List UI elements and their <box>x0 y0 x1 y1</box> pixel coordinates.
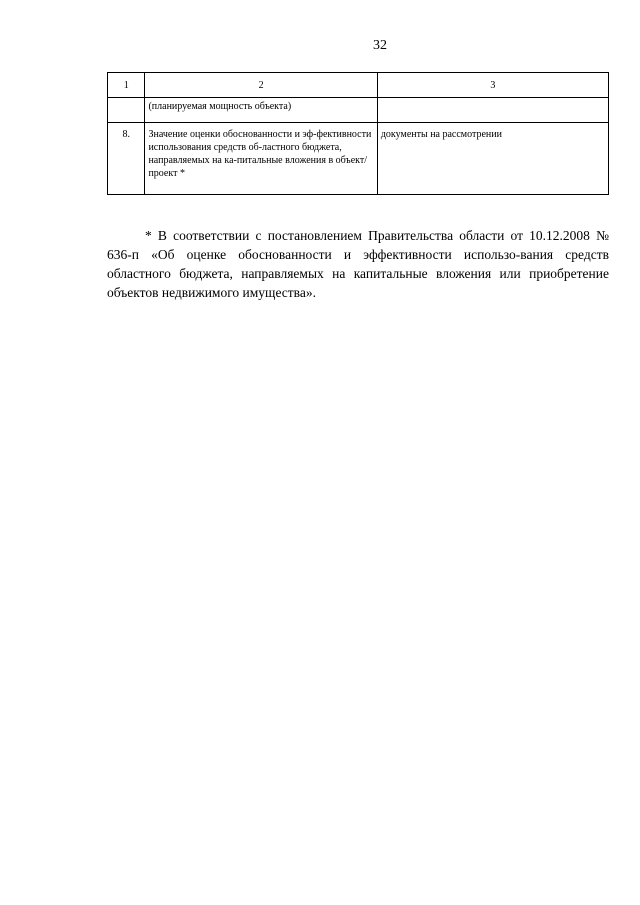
header-cell-1: 1 <box>108 73 145 98</box>
header-cell-3: 3 <box>377 73 608 98</box>
footnote-paragraph: * В соответствии с постановлением Правительства области от 10.12.2008 № 636-п «Об оценке обоснованности и эффективности использо-вания средств областного бюджета, направляемых на капитальные вложения или приобретение объектов недвижимого имущества». <box>107 227 609 300</box>
table-row <box>108 123 609 195</box>
row-value-cell <box>377 98 608 123</box>
row-number-cell <box>108 98 145 123</box>
header-cell-2: 2 <box>145 73 377 98</box>
row-value-cell: документы на рассмотрении <box>377 123 608 195</box>
table-row <box>108 98 609 123</box>
row-number-cell: 8. <box>108 123 145 195</box>
row-description-cell: (планируемая мощность объекта) <box>145 98 377 123</box>
row-description-cell: Значение оценки обоснованности и эф-фективности использования средств об-ластного бюджета, направляемых на ка-питальные вложения в объект/проект * <box>145 123 377 195</box>
table-header-row <box>108 73 609 98</box>
page-number: 32 <box>373 38 387 53</box>
data-table <box>107 72 609 195</box>
